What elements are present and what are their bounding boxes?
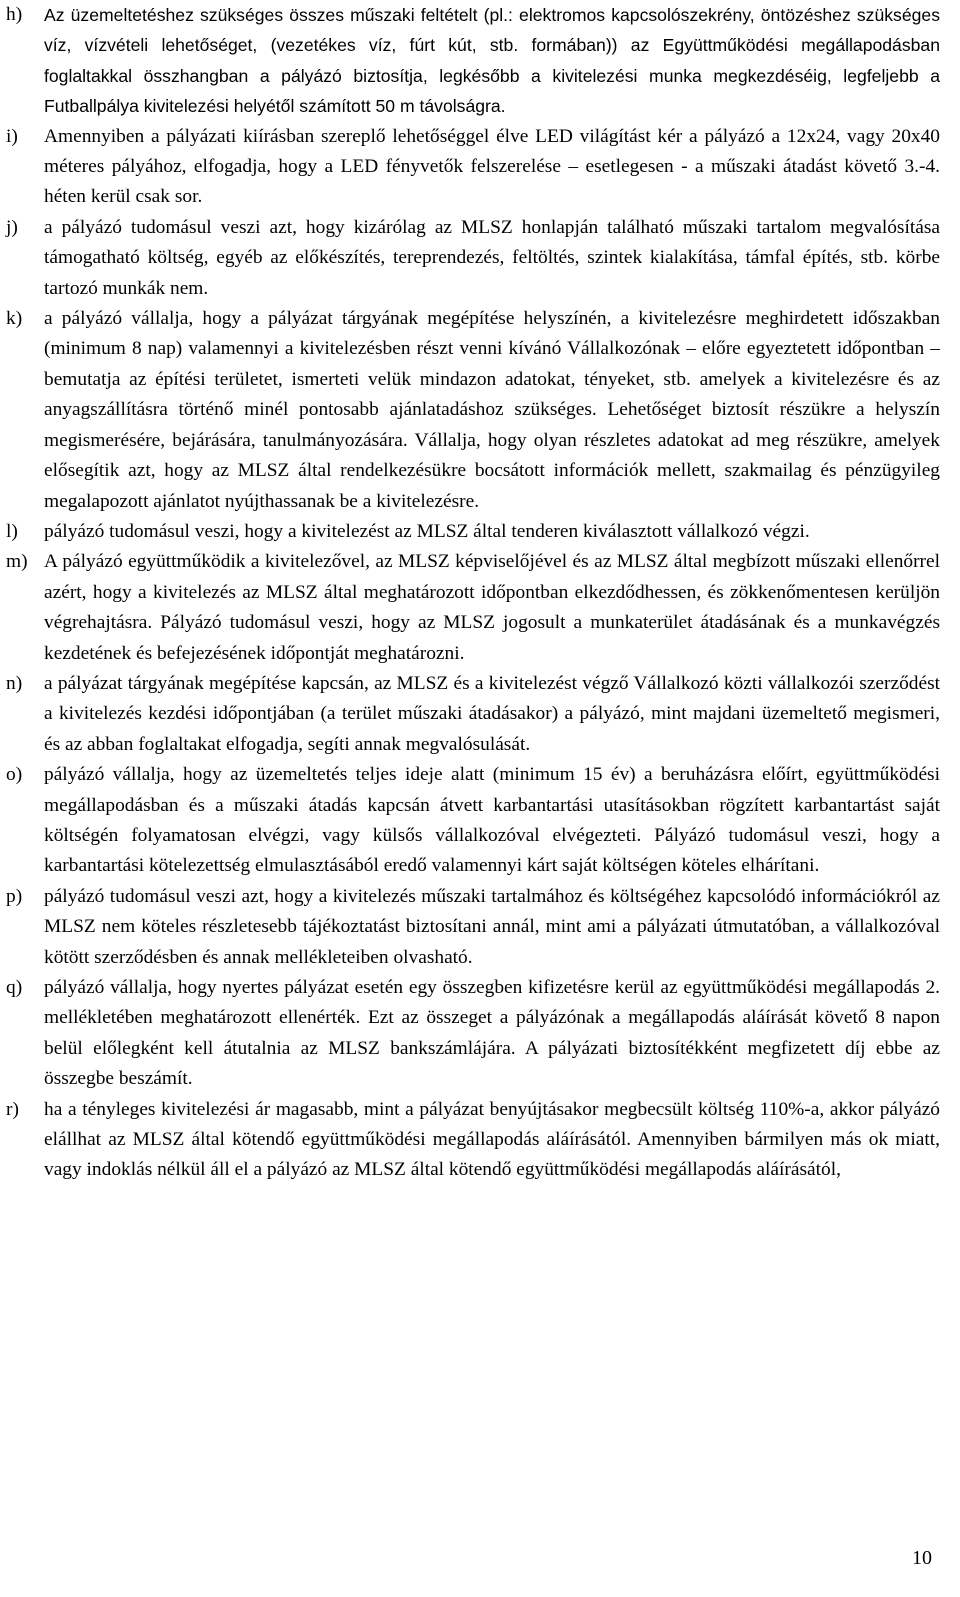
list-item-k bbox=[6, 304, 940, 517]
page-number: 10 bbox=[912, 1547, 932, 1569]
list-text: pályázó vállalja, hogy az üzemeltetés teljes ideje alatt (minimum 15 év) a beruházásra előírt, együttműködési megállapodásban és a műszaki átadás kapcsán átvett karbantartási utasításokban rögzített karbantartást saját költségén folyamatosan elvégzi, vagy külsős vállalkozóval elvégezteti. Pályázó tudomásul veszi, hogy a karbantartási kötelezettség elmulasztásából eredő valamennyi kárt saját költségen köteles elhárítani. bbox=[44, 764, 940, 877]
list-marker: p) bbox=[6, 885, 23, 907]
list-text: a pályázó vállalja, hogy a pályázat tárgyának megépítése helyszínén, a kivitelezésre meghirdetett időszakban (minimum 8 nap) valamennyi a kivitelezésben részt venni kívánó Vállalkozónak – előre egyeztetett időpontban – bemutatja az építési területet, ismerteti velük mindazon adatokat, tényeket, stb. amelyek a kivitelezésre és az anyagszállításra történő minél pontosabb ajánlatadáshoz szükséges. Lehetőséget biztosít részükre a helyszín megismerésére, bejárására, tanulmányozására. Vállalja, hogy olyan részletes adatokat ad meg részükre, amelyek elősegítik azt, hogy az MLSZ által rendelkezésükre bocsátott információk mellett, szakmailag és pénzügyileg megalapozott ajánlatot nyújthassanak be a kivitelezésre. bbox=[44, 308, 940, 512]
list-marker: l) bbox=[6, 520, 18, 542]
list-text: ha a tényleges kivitelezési ár magasabb, mint a pályázat benyújtásakor megbecsült költség 110%-a, akkor pályázó elállhat az MLSZ által kötendő együttműködési megállapodás aláírásától. Amennyiben bármilyen más ok miatt, vagy indoklás nélkül áll el a pályázó az MLSZ által kötendő együttműködési megállapodás aláírásától, bbox=[44, 1098, 940, 1181]
list-marker: n) bbox=[6, 672, 23, 694]
document-page bbox=[6, 0, 940, 1186]
list-marker: i) bbox=[6, 125, 18, 147]
list-text: a pályázó tudomásul veszi azt, hogy kizárólag az MLSZ honlapján található műszaki tartalom megvalósítása támogatható költség, egyéb az előkészítés, tereprendezés, feltöltés, szintek kialakítása, támfal építés, stb. körbe tartozó munkák nem. bbox=[44, 216, 940, 299]
list-marker: q) bbox=[6, 977, 23, 998]
list-marker: j) bbox=[6, 216, 18, 238]
list-text: A pályázó együttműködik a kivitelezővel, az MLSZ képviselőjével és az MLSZ által megbízott műszaki ellenőrrel azért, hogy a kivitelezés az MLSZ által meghatározott időpontban elkezdődhessen, és zökkenőmentesen kerüljön végrehajtásra. Pályázó tudomásul veszi, hogy az MLSZ jogosult a munkaterület átadásának és a munkavégzés kezdetének és befejezésének időpontját meghatározni. bbox=[44, 551, 940, 664]
list-text: Az üzemeltetéshez szükséges összes műszaki feltételt (pl.: elektromos kapcsolószekrény, öntözéshez szükséges víz, vízvételi lehetőséget, (vezetékes víz, fúrt kút, stb. formában)) az Együttműködési megállapodásban foglaltakkal összhangban a pályázó biztosítja, legkésőbb a kivitelezési munka megkezdéséig, legfeljebb a Futballpálya kivitelezési helyétől számított 50 m távolságra. bbox=[44, 5, 940, 117]
list-marker: r) bbox=[6, 1098, 19, 1120]
list-text: pályázó tudomásul veszi azt, hogy a kivitelezés műszaki tartalmához és költségéhez kapcsolódó információkról az MLSZ nem köteles részletesebb tájékoztatást biztosítani annál, mint ami a pályázati útmutatóban, a vállalkozóval kötött szerződésben és annak mellékleteiben olvasható. bbox=[44, 885, 940, 968]
list-item-p bbox=[6, 882, 940, 973]
list-text: pályázó tudomásul veszi, hogy a kivitelezést az MLSZ által tenderen kiválasztott vállalkozó végzi. bbox=[44, 520, 810, 542]
list-item-h bbox=[6, 0, 940, 122]
list-marker: k) bbox=[6, 308, 23, 330]
list-item-j bbox=[6, 213, 940, 304]
list-text: Amennyiben a pályázati kiírásban szereplő lehetőséggel élve LED világítást kér a pályázó a 12x24, vagy 20x40 méteres pályához, elfogadja, hogy a LED fényvetők felszerelése – esetlegesen - a műszaki átadást követő 3.-4. héten kerül csak sor. bbox=[44, 125, 940, 208]
list-text: pályázó vállalja, hogy nyertes pályázat esetén egy összegben kifizetésre kerül az együttműködési megállapodás 2. mellékletében meghatározott ellenérték. Ezt az összeget a pályázónak a megállapodás aláírását követő 8 napon belül előlegként kell átutalnia az MLSZ bankszámlájára. A pályázati biztosítékként megfizetett díj ebbe az összegbe beszámít. bbox=[44, 977, 940, 1090]
list-text: a pályázat tárgyának megépítése kapcsán, az MLSZ és a kivitelezést végző Vállalkozó közti vállalkozói szerződést a kivitelezés kezdési időpontjában (a terület műszaki átadásakor) a pályázó, mint majdani üzemeltető megismeri, és az abban foglaltakat elfogadja, segíti annak megvalósulását. bbox=[44, 672, 940, 755]
list-item-i bbox=[6, 122, 940, 213]
list-marker: o) bbox=[6, 764, 23, 786]
list-item-o bbox=[6, 760, 940, 882]
list-item-l bbox=[6, 517, 940, 547]
list-item-q bbox=[6, 973, 940, 1095]
list-item-m bbox=[6, 547, 940, 669]
list-item-n bbox=[6, 669, 940, 760]
list-marker: m) bbox=[6, 551, 28, 573]
list-item-r bbox=[6, 1095, 940, 1186]
list-marker: h) bbox=[6, 4, 23, 25]
